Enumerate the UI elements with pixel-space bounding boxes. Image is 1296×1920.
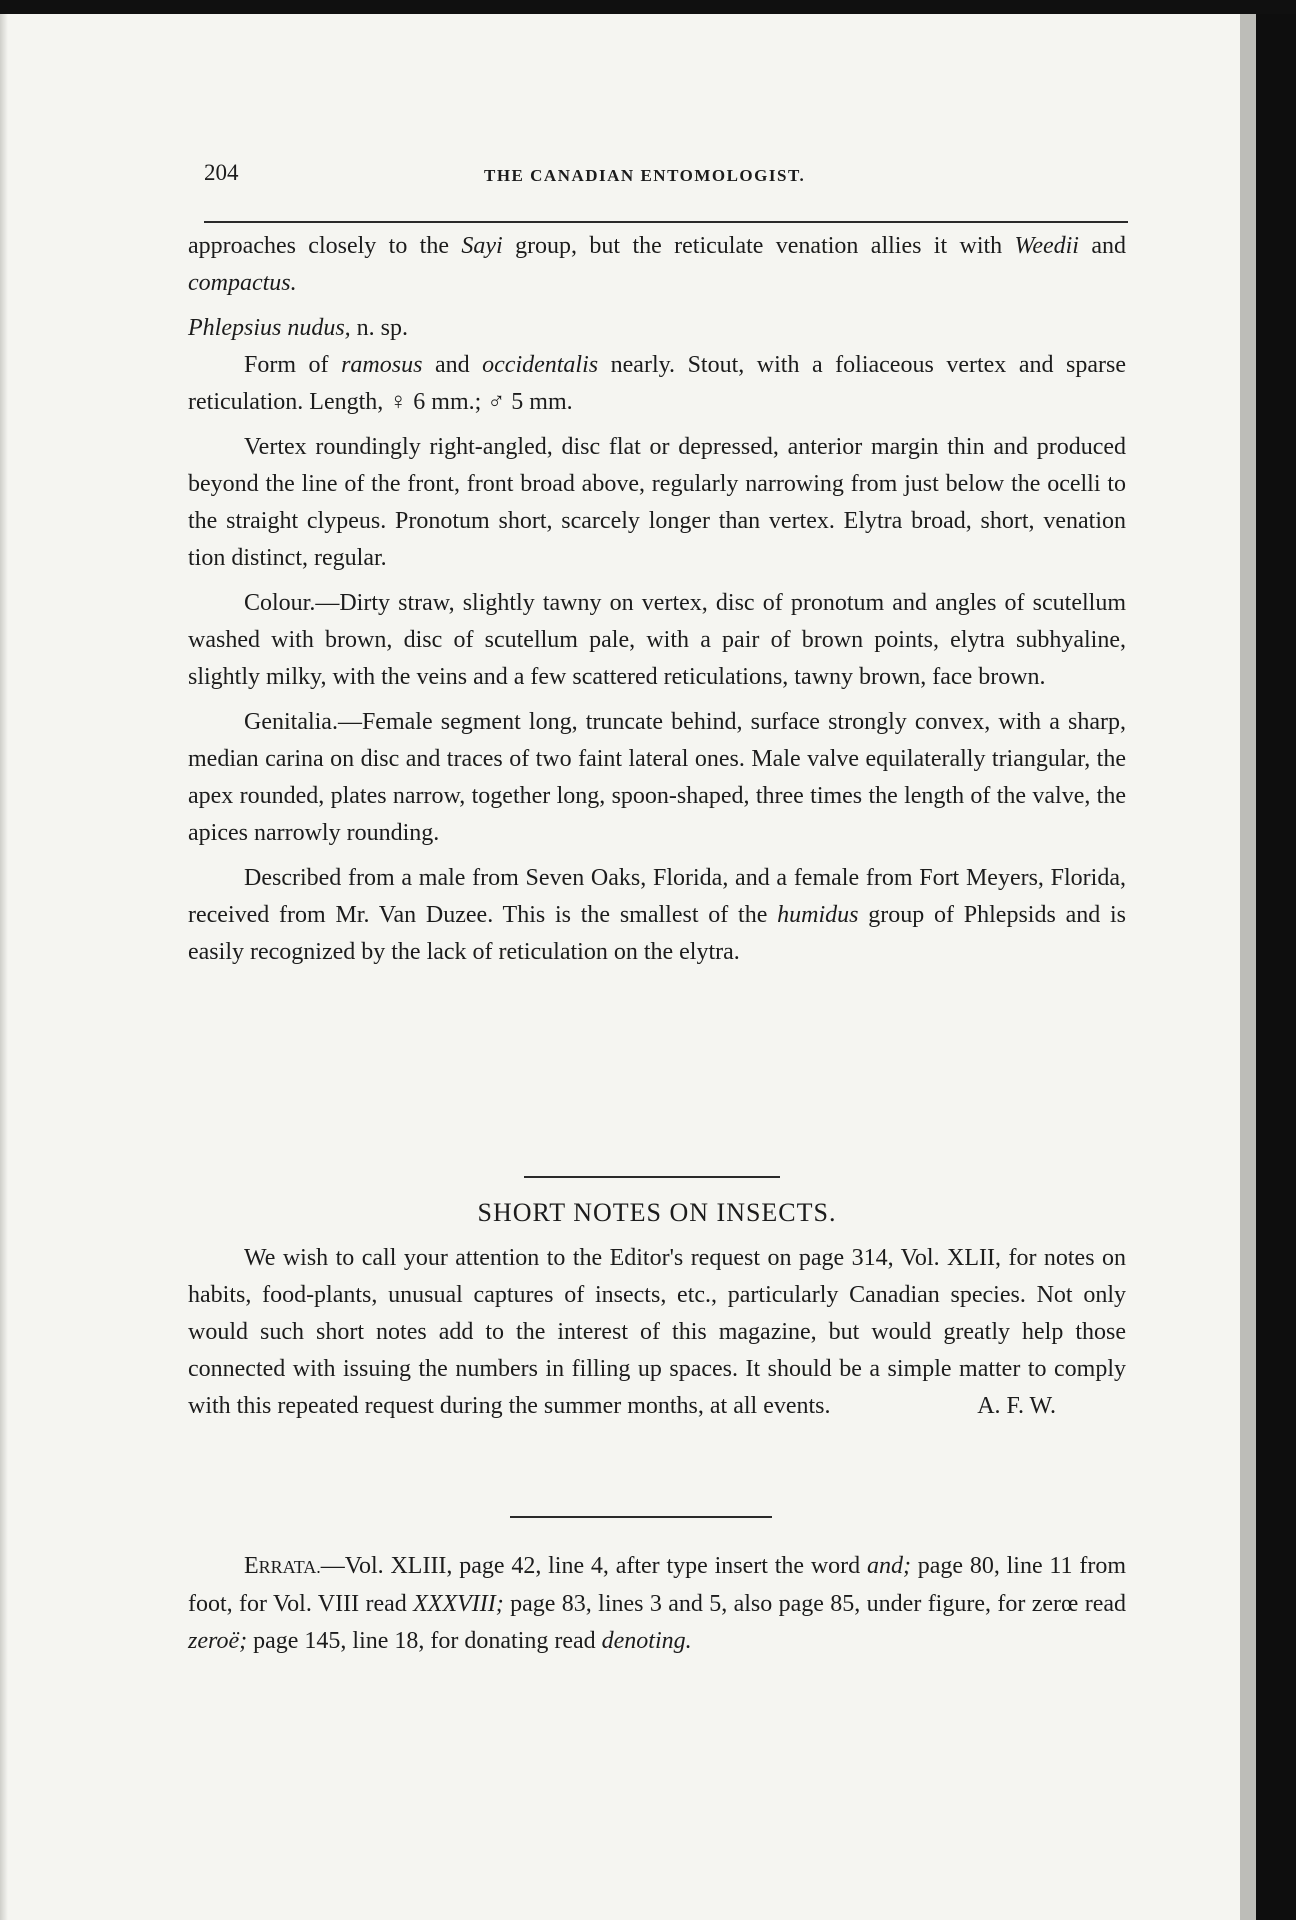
section-divider: [524, 1176, 780, 1178]
scan-right-border: [1256, 14, 1296, 1920]
paragraph-genitalia: Genitalia.—Female segment long, truncate behind, surface strongly convex, with a sharp, median carina on disc and traces of two faint lateral ones. Male valve equilaterally triangular, the apex rounded, plates narrow, together long, spoon-shaped, three times the length of the valve, the apices narrowly rounding.: [188, 709, 1126, 846]
page-header: [204, 156, 1128, 196]
paragraph-colour: Colour.—Dirty straw, slightly tawny on vertex, disc of pronotum and angles of scutellum washed with brown, disc of scutellum pale, with a pair of brown points, elytra subhyaline, slightly milky, with the veins and a few scattered reticulations, tawny brown, face brown.: [188, 590, 1126, 690]
article-body: [188, 228, 1126, 971]
notes-title: SHORT NOTES ON INSECTS.: [477, 1198, 837, 1227]
paragraph-vertex: Vertex roundingly right-angled, disc flat or depressed, anterior margin thin and produced beyond the line of the front, front broad above, regularly narrowing from just below the ocelli to the straight clypeus. Pronotum short, scarcely longer than vertex. Elytra broad, short, venation tion distinct, regular.: [188, 434, 1126, 571]
species-heading: Phlepsius nudus, n. sp.: [188, 315, 409, 341]
paragraph-described: Described from a male from Seven Oaks, Florida, and a female from Fort Meyers, Florida, received from Mr. Van Duzee. This is the smallest of the humidus group of Phlepsids and is easily recognized by the lack of reticulation on the elytra.: [188, 865, 1127, 965]
running-title: THE CANADIAN ENTOMOLOGIST.: [484, 166, 806, 185]
errata-divider: [510, 1516, 772, 1518]
page-number: 204: [204, 160, 239, 185]
paragraph-form: Form of ramosus and occidentalis nearly. Stout, with a foliaceous vertex and sparse reticulation. Length, ♀ 6 mm.; ♂ 5 mm.: [188, 352, 1126, 415]
notes-section: [188, 1240, 1126, 1425]
notes-paragraph: We wish to call your attention to the Editor's request on page 314, Vol. XLII, for notes on habits, food-plants, unusual captures of insects, etc., particularly Canadian species. Not only would such short notes add to the interest of this magazine, but would greatly help those connected with issuing the numbers in filling up spaces. It should be a simple matter to comply with this repeated request during the summer months, at all events. A. F. W.: [188, 1240, 1126, 1425]
errata-paragraph: ERRATA.—Vol. XLIII, page 42, line 4, after type insert the word and; page 80, line 11 from foot, for Vol. VIII read XXXVIII; page 83, lines 3 and 5, also page 85, under figure, for zerœ read zeroë; page 145, line 18, for donating read denoting.: [188, 1553, 1127, 1654]
paragraph-continuation: approaches closely to the Sayi group, but the reticulate venation allies it with Weedii and compactus.: [188, 233, 1127, 296]
notes-signature: A. F. W.: [977, 1393, 1056, 1419]
header-rule: [204, 221, 1128, 223]
page-left-shadow: [0, 14, 8, 1920]
errata-section: [188, 1548, 1126, 1660]
scan-top-edge: [0, 0, 1296, 14]
page-edge-strip: [1240, 14, 1256, 1920]
